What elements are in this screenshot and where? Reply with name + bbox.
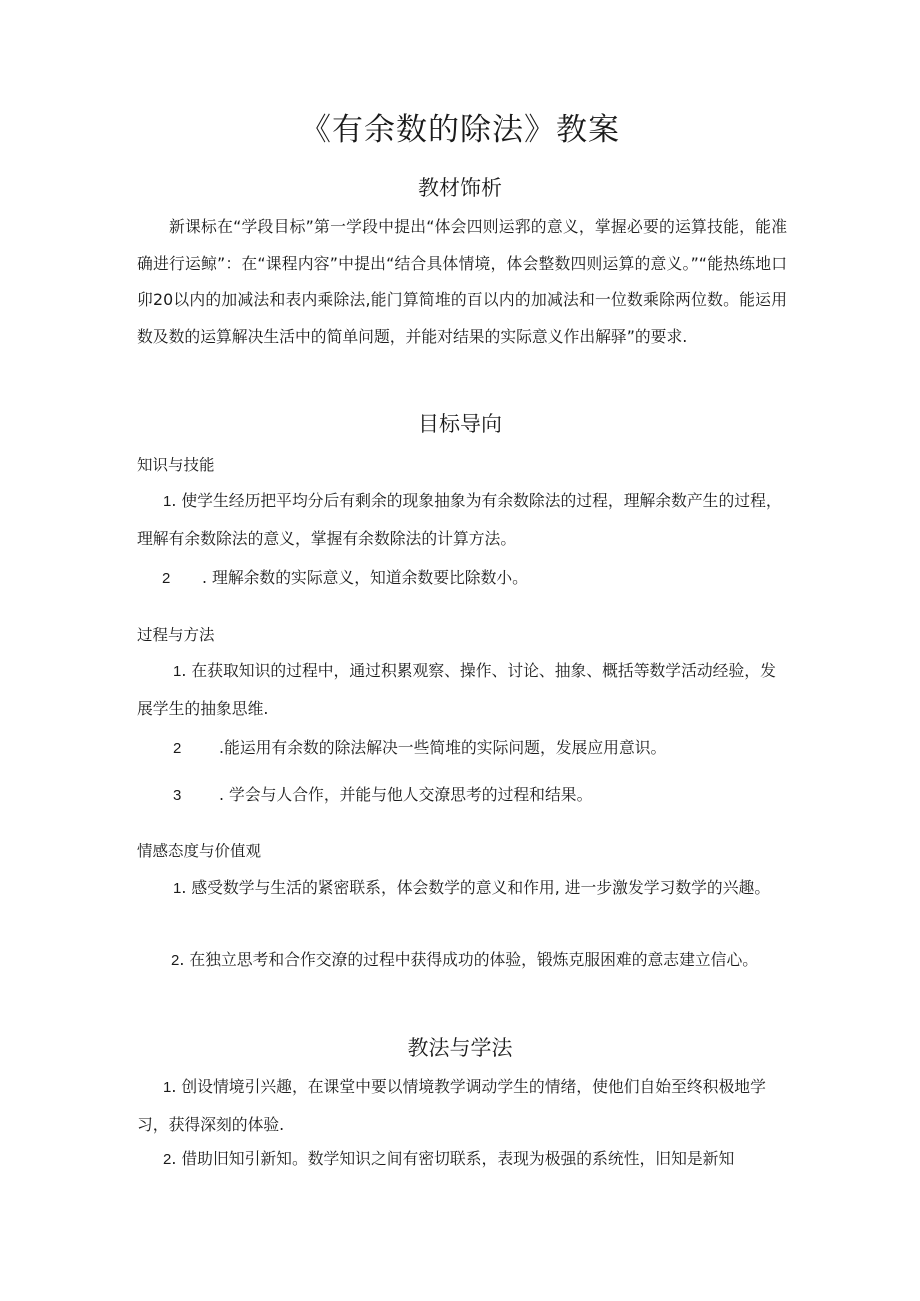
item-number: 2 xyxy=(162,570,171,587)
item-number: 1 xyxy=(173,663,182,680)
process-item-1 xyxy=(137,653,787,727)
item-number: 2 xyxy=(171,952,180,969)
knowledge-item-1 xyxy=(137,483,787,557)
item-text: . 借助旧知引新知。数学知识之间有密切联系，表现为极强的系统性，旧知是新知 xyxy=(171,1149,735,1168)
item-text: . 使学生经历把平均分后有剩余的现象抽象为有余数除法的过程，理解余数产生的过程，理解有余数除法的意义，掌握有余数除法的计算方法。 xyxy=(137,491,782,548)
item-text: . 在获取知识的过程中，通过积累观察、操作、讨论、抽象、概括等数学活动经验，发展学生的抽象思维. xyxy=(137,661,776,718)
section-heading-goals: 目标导向 xyxy=(418,412,502,436)
attitude-item-2 xyxy=(137,942,787,980)
item-text: . 理解余数的实际意义，知道余数要比除数小。 xyxy=(202,568,528,587)
item-text: . 创设情境引兴趣，在课堂中要以情境教学调动学生的情绪，使他们自始至终积极地学习，获得深刻的体验. xyxy=(137,1077,766,1134)
item-text: . 学会与人合作，并能与他人交潦思考的过程和结果。 xyxy=(219,785,593,804)
item-number: 2 xyxy=(173,740,182,757)
item-number: 2 xyxy=(163,1151,172,1168)
item-text: . 感受数学与生活的紧密联系，体会数学的意义和作用, 进一步激发学习数学的兴趣。 xyxy=(181,878,771,897)
subheading-process-methods: 过程与方法 xyxy=(137,626,215,644)
section-heading-analysis: 教材饰析 xyxy=(418,176,502,200)
methods-item-1 xyxy=(137,1069,787,1143)
process-item-2 xyxy=(137,737,666,760)
attitude-item-1 xyxy=(137,870,787,908)
methods-item-2 xyxy=(137,1141,787,1179)
item-text: .能运用有余数的除法解决一些简堆的实际问题，发展应用意识。 xyxy=(219,738,667,757)
subheading-knowledge-skills: 知识与技能 xyxy=(137,456,215,474)
item-number: 3 xyxy=(173,787,182,804)
section-heading-methods: 教法与学法 xyxy=(407,1036,513,1060)
item-number: 1 xyxy=(173,880,182,897)
subheading-attitude-values: 情感态度与价值观 xyxy=(137,842,262,860)
knowledge-item-2 xyxy=(137,567,528,590)
item-text: . 在独立思考和合作交潦的过程中获得成功的体验，锻炼克服困难的意志建立信心。 xyxy=(179,950,759,969)
item-number: 1 xyxy=(163,493,172,510)
process-item-3 xyxy=(137,784,592,807)
document-title: 《有余数的除法》教案 xyxy=(300,112,620,148)
item-number: 1 xyxy=(163,1079,172,1096)
analysis-paragraph: 新课标在“学段目标”第一学段中提出“体会四则运郛的意义，掌握必要的运算技能，能准确进行运鲸”：在“课程内容”中提出“结合具体情境，体会整数四则运算的意义。”“能热练地口卯20以内的加减法和表内乘除法,能门算简堆的百以内的加减法和一位数乘除两位数。能运用数及数的运算解决生活中的简单问题，并能对结果的实际意义作出解驿”的要求. xyxy=(137,217,787,346)
